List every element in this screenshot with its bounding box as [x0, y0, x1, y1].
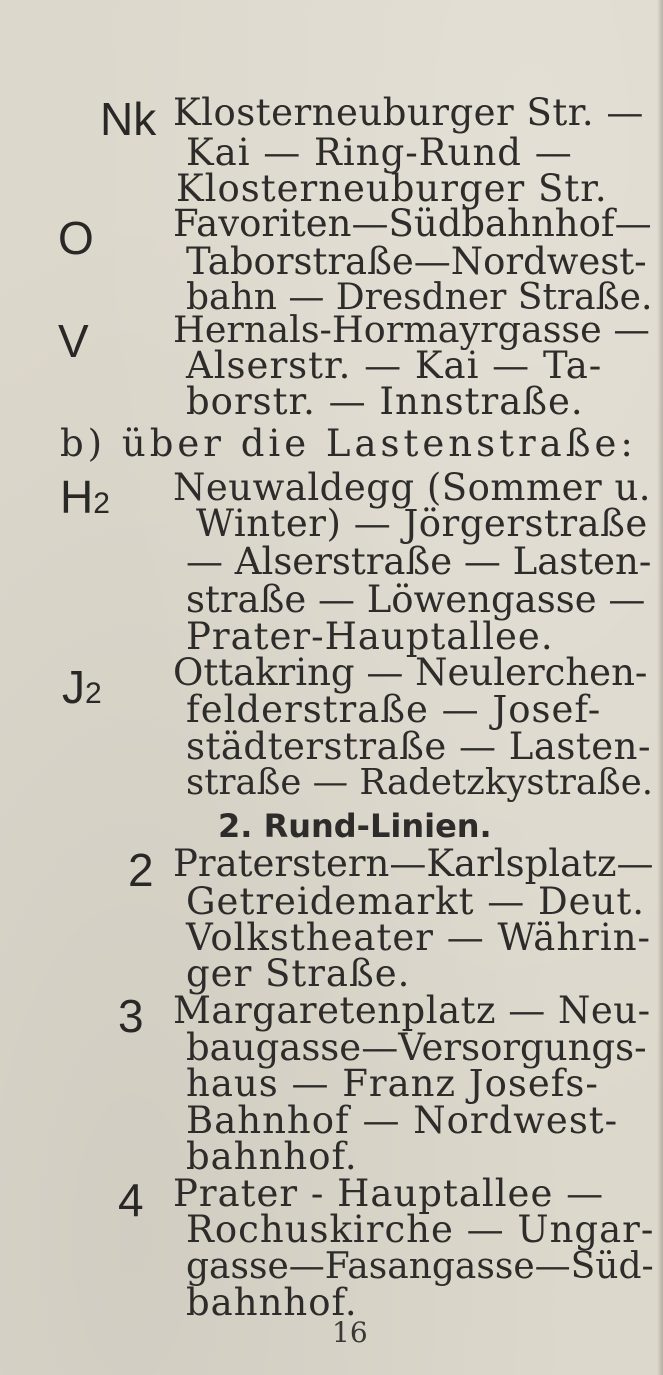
section-heading-rund-linien: 2. Rund-Linien. [218, 807, 492, 845]
route-code-j2 [62, 663, 102, 718]
route-text-line: Prater-Hauptallee. [186, 615, 554, 658]
route-code-4: 4 [118, 1174, 144, 1226]
route-text-line: Alserstr. — Kai — Ta- [186, 344, 603, 387]
route-text-line: straße — Radetzkystraße. [186, 762, 654, 803]
route-text-line: bahn — Dresdner Straße. [186, 277, 653, 318]
route-text-line: Hernals-Hormayrgasse — [173, 308, 650, 351]
route-text-line: bahnhof. [186, 1135, 358, 1178]
page-edge-shadow [657, 0, 663, 1375]
route-text-line: — Alserstraße — Lasten- [186, 540, 652, 583]
route-text-line: Bahnhof — Nordwest- [186, 1099, 619, 1142]
route-text-line: gasse—Fasangasse—Süd- [186, 1246, 654, 1287]
route-text-line: städterstraße — Lasten- [186, 725, 652, 768]
route-text-line: Volkstheater — Währin- [186, 916, 652, 959]
route-code-nk: Nk [100, 93, 157, 145]
route-code-o: O [58, 212, 94, 264]
route-text-line: Klosterneuburger Str. [176, 167, 608, 210]
page-number: 16 [332, 1316, 368, 1349]
route-text-line: Rochuskirche — Ungar- [186, 1208, 655, 1251]
route-text-line: Favoriten—Südbahnhof— [173, 202, 652, 245]
route-text-line: Neuwaldegg (Sommer u. [173, 466, 652, 509]
route-text-line: Kai — Ring-Rund — [186, 131, 573, 174]
route-text-line: Taborstraße—Nordwest- [186, 240, 647, 283]
section-heading-lastenstrasse: b) über die Lastenstraße: [60, 422, 637, 465]
route-text-line: straße — Löwengasse — [186, 578, 646, 621]
route-code-letter: J [62, 661, 85, 713]
route-text-line: Praterstern—Karlsplatz— [173, 842, 654, 885]
route-code-subscript: 2 [93, 487, 110, 520]
route-text-line: bahnhof. [186, 1281, 358, 1324]
route-text-line: ger Straße. [186, 952, 411, 995]
route-code-2: 2 [128, 844, 154, 896]
route-code-letter: H [60, 471, 94, 523]
route-code-3: 3 [118, 990, 144, 1042]
route-text-line: felderstraße — Josef- [186, 688, 602, 731]
route-code-subscript: 2 [85, 677, 102, 710]
route-text-line: Klosterneuburger Str. — [173, 91, 644, 134]
route-text-line: baugasse—Versorgungs- [186, 1026, 647, 1069]
route-text-line: Getreidemarkt — Deut. [186, 880, 645, 923]
route-text-line: Ottakring — Neulerchen- [173, 651, 648, 694]
route-text-line: borstr. — Innstraße. [186, 380, 584, 423]
route-text-line: haus — Franz Josefs- [186, 1062, 599, 1105]
route-text-line: Margaretenplatz — Neu- [173, 989, 651, 1032]
route-text-line: Prater - Hauptallee — [173, 1172, 605, 1215]
route-code-h2 [60, 473, 110, 528]
route-code-v: V [58, 315, 89, 367]
route-text-line: Winter) — Jörgerstraße [196, 502, 648, 545]
